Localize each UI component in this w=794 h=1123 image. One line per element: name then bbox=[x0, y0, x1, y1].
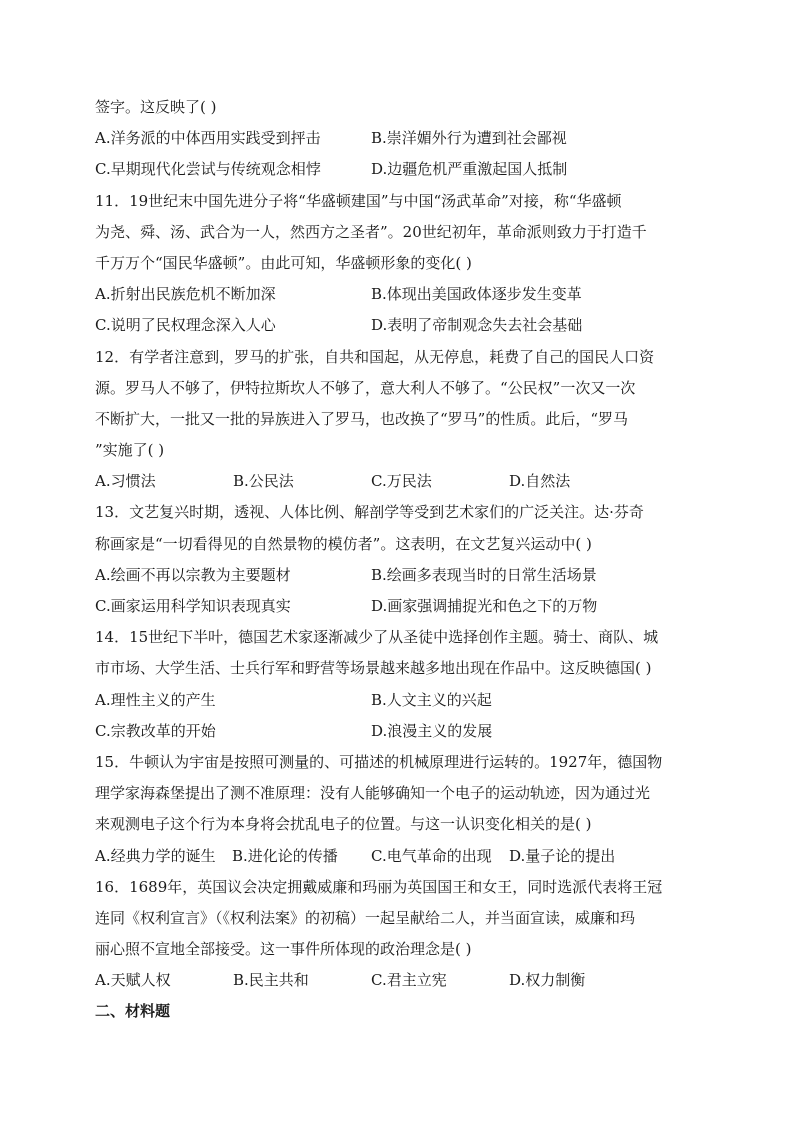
option-row bbox=[95, 466, 705, 497]
option-a: A.习惯法 bbox=[95, 472, 156, 491]
option-a: A.理性主义的产生 bbox=[95, 690, 216, 709]
option-row bbox=[95, 310, 705, 341]
option-a: A.天赋人权 bbox=[95, 971, 171, 990]
option-a: A.经典力学的诞生 bbox=[95, 846, 216, 865]
option-row bbox=[95, 965, 705, 996]
question-13 bbox=[95, 497, 705, 622]
option-a: A.绘画不再以宗教为主要题材 bbox=[95, 565, 291, 584]
question-stem-line: 连同《权利宣言》（《权利法案》的初稿）一起呈献给二人，并当面宣读，威廉和玛 bbox=[95, 908, 636, 927]
option-c: C.万民法 bbox=[371, 472, 432, 491]
option-c: C.君主立宪 bbox=[371, 971, 447, 990]
option-b: B.民主共和 bbox=[233, 971, 309, 990]
question-12 bbox=[95, 342, 705, 498]
question-stem-line: 14．15世纪下半叶，德国艺术家逐渐减少了从圣徒中选择创作主题。骑士、商队、城 bbox=[95, 628, 659, 647]
option-c: C.早期现代化尝试与传统观念相悖 bbox=[95, 160, 321, 179]
question-stem-line: 理学家海森堡提出了测不准原理：没有人能够确知一个电子的运动轨迹，因为通过光 bbox=[95, 784, 651, 803]
question-14 bbox=[95, 622, 705, 747]
question-stem-line: 12．有学者注意到，罗马的扩张，自共和国起，从无停息，耗费了自己的国民人口资 bbox=[95, 347, 655, 366]
option-row bbox=[95, 716, 705, 747]
option-d: D.自然法 bbox=[509, 472, 571, 491]
question-15 bbox=[95, 747, 705, 872]
question-stem-line: 丽心照不宣地全部接受。这一事件所体现的政治理念是( ) bbox=[95, 940, 472, 959]
question-16 bbox=[95, 872, 705, 997]
option-d: D.权力制衡 bbox=[509, 971, 586, 990]
question-stem-line: 13．文艺复兴时期，透视、人体比例、解剖学等受到艺术家们的广泛关注。达·芬奇 bbox=[95, 503, 644, 522]
question-stem-line: ”实施了( ) bbox=[95, 441, 165, 460]
option-c: C.电气革命的出现 bbox=[371, 846, 492, 865]
option-row bbox=[95, 591, 705, 622]
option-row bbox=[95, 123, 705, 154]
option-d: D.边疆危机严重激起国人抵制 bbox=[371, 160, 568, 179]
page-content bbox=[95, 92, 705, 1028]
question-10 bbox=[95, 92, 705, 186]
option-row bbox=[95, 279, 705, 310]
question-stem-line: 为尧、舜、汤、武合为一人，然西方之圣者”。20世纪初年，革命派则致力于打造千 bbox=[95, 222, 647, 241]
option-b: B.体现出美国政体逐步发生变革 bbox=[371, 285, 582, 304]
option-b: B.进化论的传播 bbox=[232, 846, 338, 865]
option-row bbox=[95, 841, 705, 872]
option-d: D.表明了帝制观念失去社会基础 bbox=[371, 316, 583, 335]
question-stem-line: 11．19世纪末中国先进分子将“华盛顿建国”与中国“汤武革命”对接，称“华盛顿 bbox=[95, 191, 622, 210]
option-row bbox=[95, 560, 705, 591]
question-stem-line: 不断扩大，一批又一批的异族进入了罗马，也改换了“罗马”的性质。此后，“罗马 bbox=[95, 409, 629, 428]
option-d: D.浪漫主义的发展 bbox=[371, 721, 493, 740]
question-11 bbox=[95, 186, 705, 342]
option-b: B.绘画多表现当时的日常生活场景 bbox=[371, 565, 597, 584]
question-stem-line: 来观测电子这个行为本身将会扰乱电子的位置。与这一认识变化相关的是( ) bbox=[95, 815, 592, 834]
option-row bbox=[95, 154, 705, 185]
option-d: D.量子论的提出 bbox=[509, 846, 616, 865]
option-a: A.洋务派的中体西用实践受到抨击 bbox=[95, 129, 321, 148]
option-row bbox=[95, 685, 705, 716]
option-a: A.折射出民族危机不断加深 bbox=[95, 285, 276, 304]
option-b: B.公民法 bbox=[233, 472, 294, 491]
option-d: D.画家强调捕捉光和色之下的万物 bbox=[371, 597, 598, 615]
question-stem-line: 15．牛顿认为宇宙是按照可测量的、可描述的机械原理进行运转的。1927年，德国物 bbox=[95, 752, 663, 771]
question-stem-line: 源。罗马人不够了，伊特拉斯坎人不够了，意大利人不够了。“公民权”一次又一次 bbox=[95, 378, 636, 397]
question-stem-line: 称画家是“一切看得见的自然景物的模仿者”。这表明，在文艺复兴运动中( ) bbox=[95, 534, 592, 553]
option-c: C.画家运用科学知识表现真实 bbox=[95, 597, 291, 615]
question-stem-line: 16．1689年，英国议会决定拥戴威廉和玛丽为英国国王和女王，同时选派代表将王冠 bbox=[95, 877, 663, 896]
option-b: B.崇洋媚外行为遭到社会鄙视 bbox=[371, 129, 567, 148]
question-stem-line: 千万万个“国民华盛顿”。由此可知，华盛顿形象的变化( ) bbox=[95, 253, 472, 272]
section-heading: 二、材料题 bbox=[95, 1002, 171, 1021]
option-c: C.宗教改革的开始 bbox=[95, 721, 216, 740]
question-stem-line: 签字。这反映了( ) bbox=[95, 98, 217, 116]
option-b: B.人文主义的兴起 bbox=[371, 690, 492, 709]
option-c: C.说明了民权理念深入人心 bbox=[95, 316, 276, 335]
question-stem-line: 市市场、大学生活、士兵行军和野营等场景越来越多地出现在作品中。这反映德国( ) bbox=[95, 659, 652, 678]
